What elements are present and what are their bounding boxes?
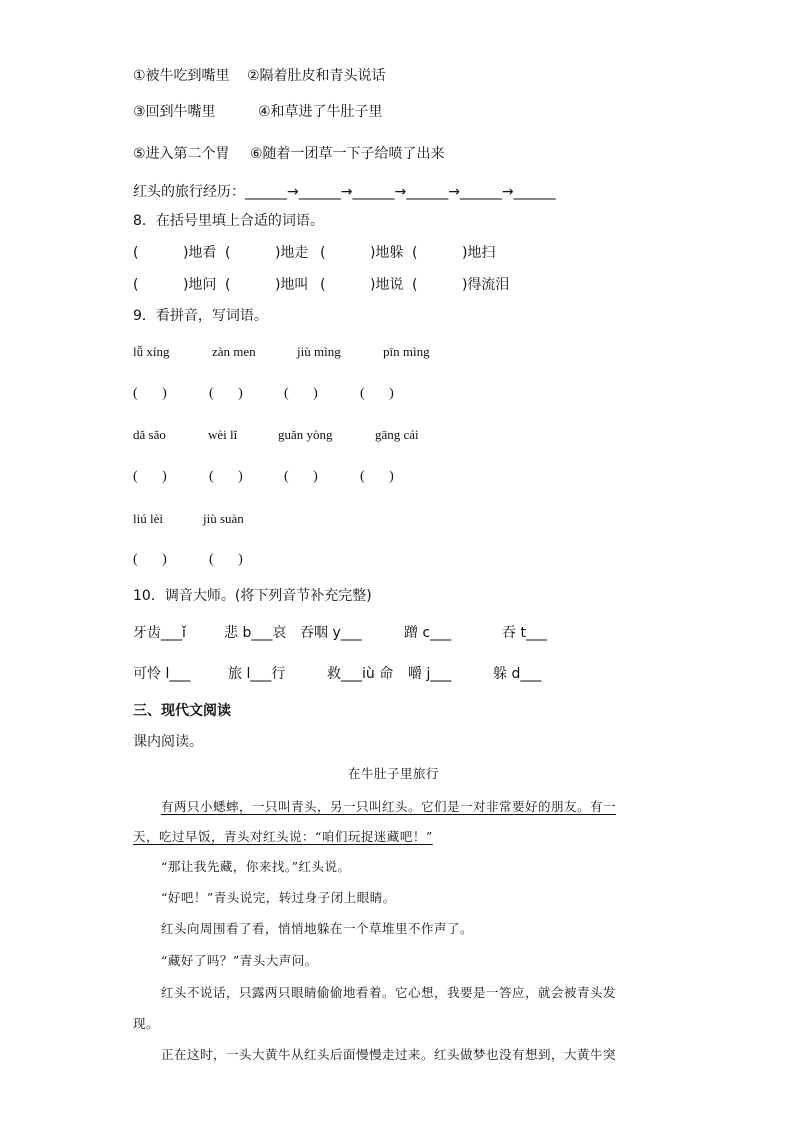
pinyin-answer-box[interactable]: ( ) xyxy=(284,386,318,401)
pinyin-3: jiù mìng xyxy=(297,344,341,359)
pinyin-answer-box[interactable]: ( ) xyxy=(360,469,394,484)
story-paragraph-1a: 有两只小蟋蟀，一只叫青头，另一只叫红头。它们是一对非常要好的朋友。有一 xyxy=(161,799,617,814)
pinyin-answer-box[interactable]: ( ) xyxy=(209,386,243,401)
q7-option-1: ①被牛吃到嘴里 xyxy=(133,68,230,84)
q10-item-7[interactable]: 旅 l___行 xyxy=(228,666,286,682)
pinyin-10: jiù suàn xyxy=(203,511,244,526)
q10-item-8[interactable]: 救___iù 命 xyxy=(327,666,394,682)
q10-item-2[interactable]: 悲 b___哀 xyxy=(224,625,287,641)
q10-item-10[interactable]: 躲 d___ xyxy=(493,666,542,682)
q10-item-6[interactable]: 可怜 l___ xyxy=(133,666,191,682)
q8-blank-3[interactable]: ( )地躲 xyxy=(320,245,404,261)
q8-blank-7[interactable]: ( )地说 xyxy=(320,277,404,293)
q8-blank-1[interactable]: ( )地看 xyxy=(133,245,217,261)
section-heading: 三、现代文阅读 xyxy=(133,703,231,719)
q8-title: 8．在括号里填上合适的词语。 xyxy=(133,213,324,229)
story-title: 在牛肚子里旅行 xyxy=(348,766,440,781)
q10-item-5[interactable]: 吞 t___ xyxy=(502,625,547,641)
q7-option-4: ④和草进了牛肚子里 xyxy=(258,104,383,120)
q10-item-1[interactable]: 牙齿___ǐ xyxy=(133,625,186,641)
pinyin-answer-box[interactable]: ( ) xyxy=(133,469,167,484)
pinyin-9: liú lèi xyxy=(133,511,163,526)
pinyin-4: pīn mìng xyxy=(383,344,430,359)
q10-item-4[interactable]: 蹭 c___ xyxy=(404,625,452,641)
story-paragraph-6a: 红头不说话，只露两只眼睛偷偷地看着。它心想，我要是一答应，就会被青头发 xyxy=(161,985,617,1000)
pinyin-8: gāng cái xyxy=(375,427,419,442)
pinyin-7: guǎn yòng xyxy=(278,427,333,442)
q10-item-3[interactable]: 吞咽 y___ xyxy=(300,625,362,641)
q7-journey-line[interactable]: 红头的旅行经历：______→______→______→______→______→______ xyxy=(133,184,556,200)
q10-title: 10．调音大师。(将下列音节补充完整) xyxy=(133,588,372,604)
pinyin-answer-box[interactable]: ( ) xyxy=(133,386,167,401)
q7-option-5: ⑤进入第二个胃 xyxy=(133,146,230,162)
pinyin-answer-box[interactable]: ( ) xyxy=(133,552,167,567)
story-paragraph-3: “好吧！”青头说完，转过身子闭上眼睛。 xyxy=(161,890,396,905)
q8-blank-8[interactable]: ( )得流泪 xyxy=(412,277,510,293)
section-subheading: 课内阅读。 xyxy=(133,734,203,750)
q7-option-6: ⑥随着一团草一下子给喷了出来 xyxy=(250,146,445,162)
story-paragraph-6b: 现。 xyxy=(133,1016,160,1031)
q8-blank-2[interactable]: ( )地走 xyxy=(225,245,309,261)
pinyin-1: lǚ xíng xyxy=(133,344,170,359)
q7-option-2: ②隔着肚皮和青头说话 xyxy=(247,68,386,84)
pinyin-answer-box[interactable]: ( ) xyxy=(360,386,394,401)
pinyin-5: dǎ sǎo xyxy=(133,427,166,442)
q8-blank-5[interactable]: ( )地问 xyxy=(133,277,217,293)
pinyin-answer-box[interactable]: ( ) xyxy=(209,552,243,567)
q8-blank-6[interactable]: ( )地叫 xyxy=(225,277,309,293)
q7-option-3: ③回到牛嘴里 xyxy=(133,104,216,120)
q9-title: 9．看拼音，写词语。 xyxy=(133,308,268,324)
story-paragraph-7: 正在这时，一头大黄牛从红头后面慢慢走过来。红头做梦也没有想到，大黄牛突 xyxy=(161,1047,617,1062)
story-paragraph-2: “那让我先藏，你来找。”红头说。 xyxy=(161,859,351,874)
story-paragraph-5: “藏好了吗？”青头大声问。 xyxy=(161,953,318,968)
pinyin-answer-box[interactable]: ( ) xyxy=(209,469,243,484)
pinyin-6: wèi lǐ xyxy=(208,427,238,442)
story-paragraph-1b: 天，吃过早饭，青头对红头说：“咱们玩捉迷藏吧！” xyxy=(133,829,433,844)
q8-blank-4[interactable]: ( )地扫 xyxy=(412,245,496,261)
story-paragraph-4: 红头向周围看了看，悄悄地躲在一个草堆里不作声了。 xyxy=(161,921,474,936)
q10-item-9[interactable]: 嚼 j___ xyxy=(408,666,452,682)
pinyin-answer-box[interactable]: ( ) xyxy=(284,469,318,484)
pinyin-2: zàn men xyxy=(212,344,256,359)
